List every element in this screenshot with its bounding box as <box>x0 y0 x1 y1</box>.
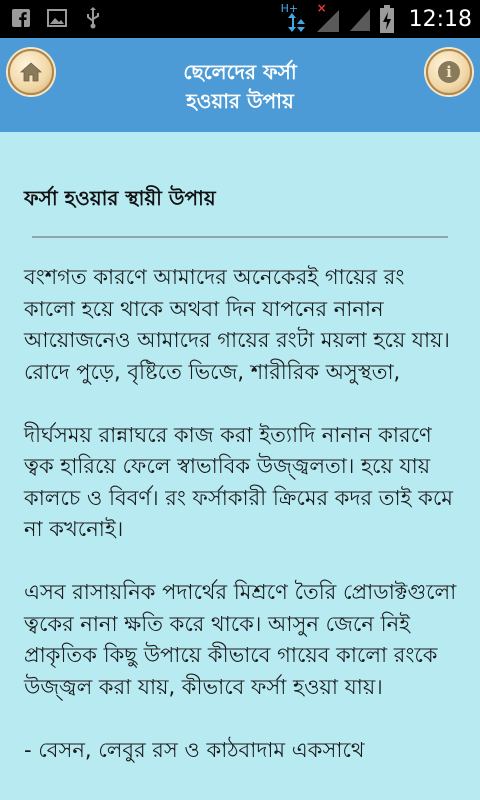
paragraph: এসব রাসায়নিক পদার্থের মিশ্রণে তৈরি প্রোডাক্টগুলো ত্বকের নানা ক্ষতি করে থাকে। আসুন জেনে নিই প্রাকৃতিক কিছু উপায়ে কীভাবে গায়েব কালো রংকে উজ্জ্বল করা যায়, কীভাবে ফর্সা হওয়া যায়। <box>24 580 457 699</box>
usb-icon <box>82 7 104 29</box>
network-arrows-icon <box>281 4 307 34</box>
notification-icons <box>10 7 104 29</box>
info-icon <box>438 61 460 83</box>
article-title: ফর্সা হওয়ার স্থায়ী উপায় <box>24 186 216 210</box>
home-icon <box>19 60 43 84</box>
title-divider <box>32 236 448 238</box>
status-bar <box>0 0 480 38</box>
article-content[interactable] <box>0 132 480 800</box>
page-title-line1: ছেলেদের ফর্সা <box>183 60 297 84</box>
paragraph: বংশগত কারণে আমাদের অনেকেরই গায়ের রং কালো হয়ে থাকে অথবা দিন যাপনের নানান আয়োজনেও আমাদের গায়ের রংটা ময়লা হয়ে যায়। রোদে পুড়ে, বৃষ্টিতে ভিজে, শারীরিক অসুস্থতা, <box>24 265 450 384</box>
info-button[interactable] <box>426 49 472 95</box>
home-button[interactable] <box>8 49 54 95</box>
facebook-icon <box>10 7 32 29</box>
image-icon <box>46 7 68 29</box>
app-header <box>0 38 480 132</box>
info-glyph: i <box>446 62 452 81</box>
system-icons <box>280 1 472 34</box>
paragraph: দীর্ঘসময় রান্নাঘরে কাজ করা ইত্যাদি নানান কারণে ত্বক হারিয়ে ফেলে স্বাভাবিক উজ্জ্বলতা। হয়ে যায় কালচে ও বিবর্ণ। রং ফর্সাকারী ক্রিমের কদর তাই কমে না কখনোই। <box>24 422 453 541</box>
battery-charging-icon <box>379 4 395 34</box>
article-body <box>24 262 458 798</box>
signal-bars-icon <box>349 4 371 34</box>
paragraph: - বেসন, লেবুর রস ও কাঠবাদাম একসাথে <box>24 737 365 762</box>
no-signal-icon: × <box>315 4 341 34</box>
clock: 12:18 <box>408 6 472 32</box>
page-title <box>80 58 400 116</box>
page-title-line2: হওয়ার উপায় <box>186 89 294 113</box>
network-type-label: H+ <box>280 2 299 15</box>
